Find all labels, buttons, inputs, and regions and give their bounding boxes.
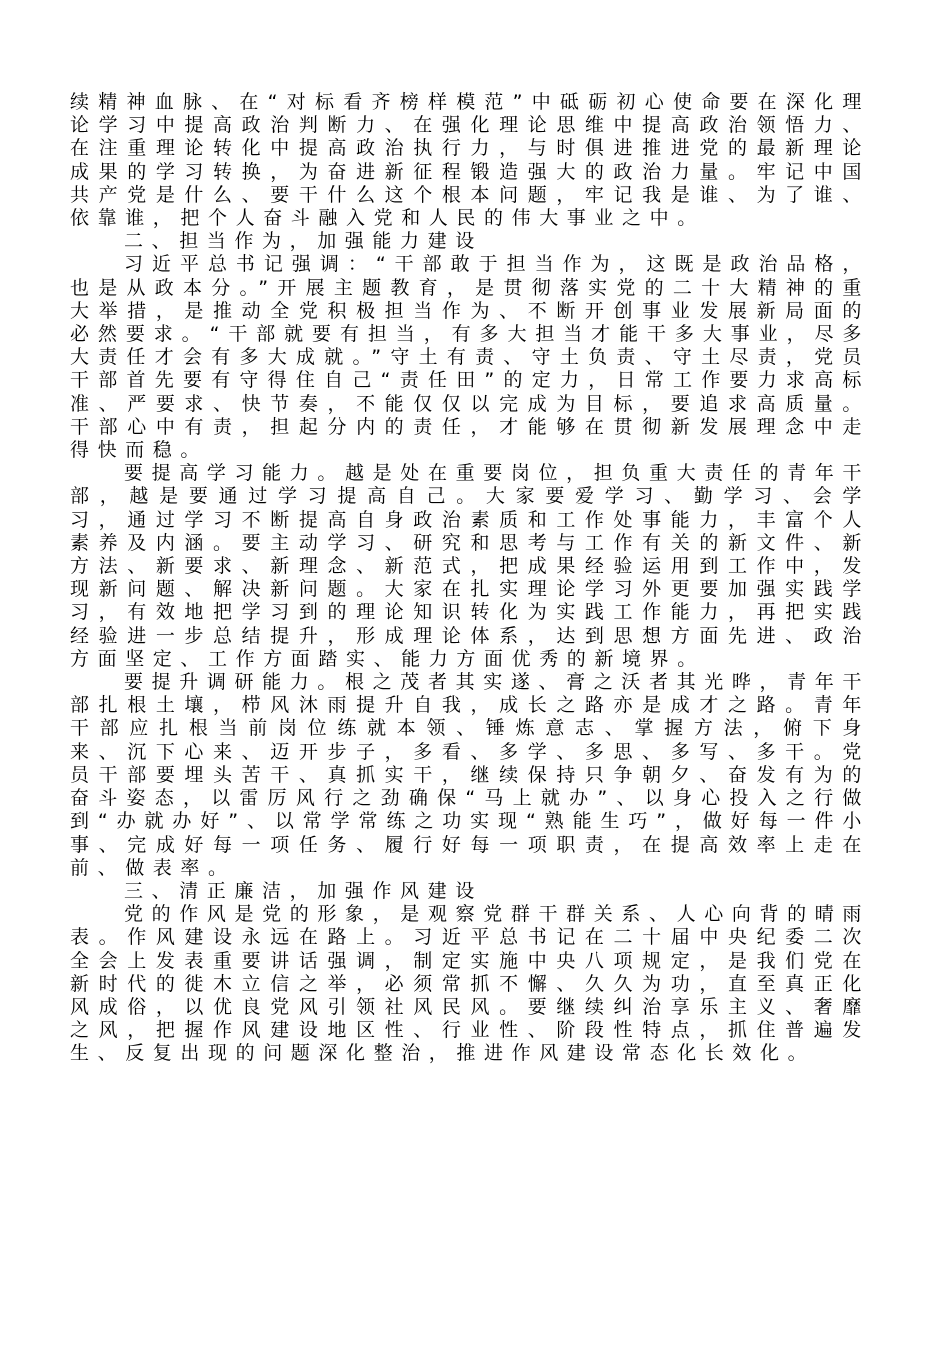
paragraph-research-ability: 要提升调研能力。根之茂者其实遂、膏之沃者其光晔，青年干部扎根土壤，栉风沐雨提升自我，成长之路亦是成才之路。青年干部应扎根当前岗位练就本领、锤炼意志、掌握方法，俯下身来、沉下心来、迈开步子，多看、多学、多思、多写、多干。党员干部要埋头苦干、真抓实干，继续保持只争朝夕、奋发有为的奋斗姿态，以雷厉风行之劲确保“马上就办”、以身心投入之行做到“办就办好”、以常学常练之功实现“熟能生巧”，做好每一件小事、完成好每一项任务、履行好每一项职责，在提高效率上走在前、做表率。 bbox=[70, 671, 870, 879]
document-body bbox=[70, 91, 870, 1066]
paragraph-work-style: 党的作风是党的形象，是观察党群干群关系、人心向背的晴雨表。作风建设永远在路上。习近平总书记在二十届中央纪委二次全会上发表重要讲话强调，制定实施中央八项规定，是我们党在新时代的徙木立信之举，必须常抓不懈、久久为功，直至真正化风成俗，以优良党风引领社风民风。要继续纠治享乐主义、奢靡之风，把握作风建设地区性、行业性、阶段性特点，抓住普遍发生、反复出现的问题深化整治，推进作风建设常态化长效化。 bbox=[70, 903, 870, 1065]
paragraph-continuation: 续精神血脉、在“对标看齐榜样模范”中砥砺初心使命要在深化理论学习中提高政治判断力、在强化理论思维中提高政治领悟力、在注重理论转化中提高政治执行力，与时俱进推进党的最新理论成果的学习转换，为奋进新征程锻造强大的政治力量。牢记中国共产党是什么、要干什么这个根本问题，牢记我是谁、为了谁、依靠谁，把个人奋斗融入党和人民的伟大事业之中。 bbox=[70, 91, 870, 230]
section-heading-3: 三、清正廉洁，加强作风建设 bbox=[124, 879, 483, 902]
section-heading-2: 二、担当作为，加强能力建设 bbox=[124, 230, 483, 253]
paragraph-learning-ability: 要提高学习能力。越是处在重要岗位，担负重大责任的青年干部，越是要通过学习提高自己。大家要爱学习、勤学习、会学习，通过学习不断提高自身政治素质和工作处事能力，丰富个人素养及内涵。要主动学习、研究和思考与工作有关的新文件、新方法、新要求、新理念、新范式，把成果经验运用到工作中，发现新问题、解决新问题。大家在扎实理论学习外更要加强实践学习，有效地把学习到的理论知识转化为实践工作能力，再把实践经验进一步总结提升，形成理论体系，达到思想方面先进、政治方面坚定、工作方面踏实、能力方面优秀的新境界。 bbox=[70, 462, 870, 670]
paragraph-responsibility: 习近平总书记强调：“干部敢于担当作为，这既是政治品格，也是从政本分。”开展主题教育，是贯彻落实党的二十大精神的重大举措，是推动全党积极担当作为、不断开创事业发展新局面的必然要求。“干部就要有担当，有多大担当才能干多大事业，尽多大责任才会有多大成就。”守土有责、守土负责、守土尽责，党员干部首先要有守得住自己“责任田”的定力，日常工作要力求高标准、严要求、快节奏，不能仅仅以完成为目标，要追求高质量。干部心中有责，担起分内的责任，才能够在贯彻新发展理念中走得快而稳。 bbox=[70, 253, 870, 462]
